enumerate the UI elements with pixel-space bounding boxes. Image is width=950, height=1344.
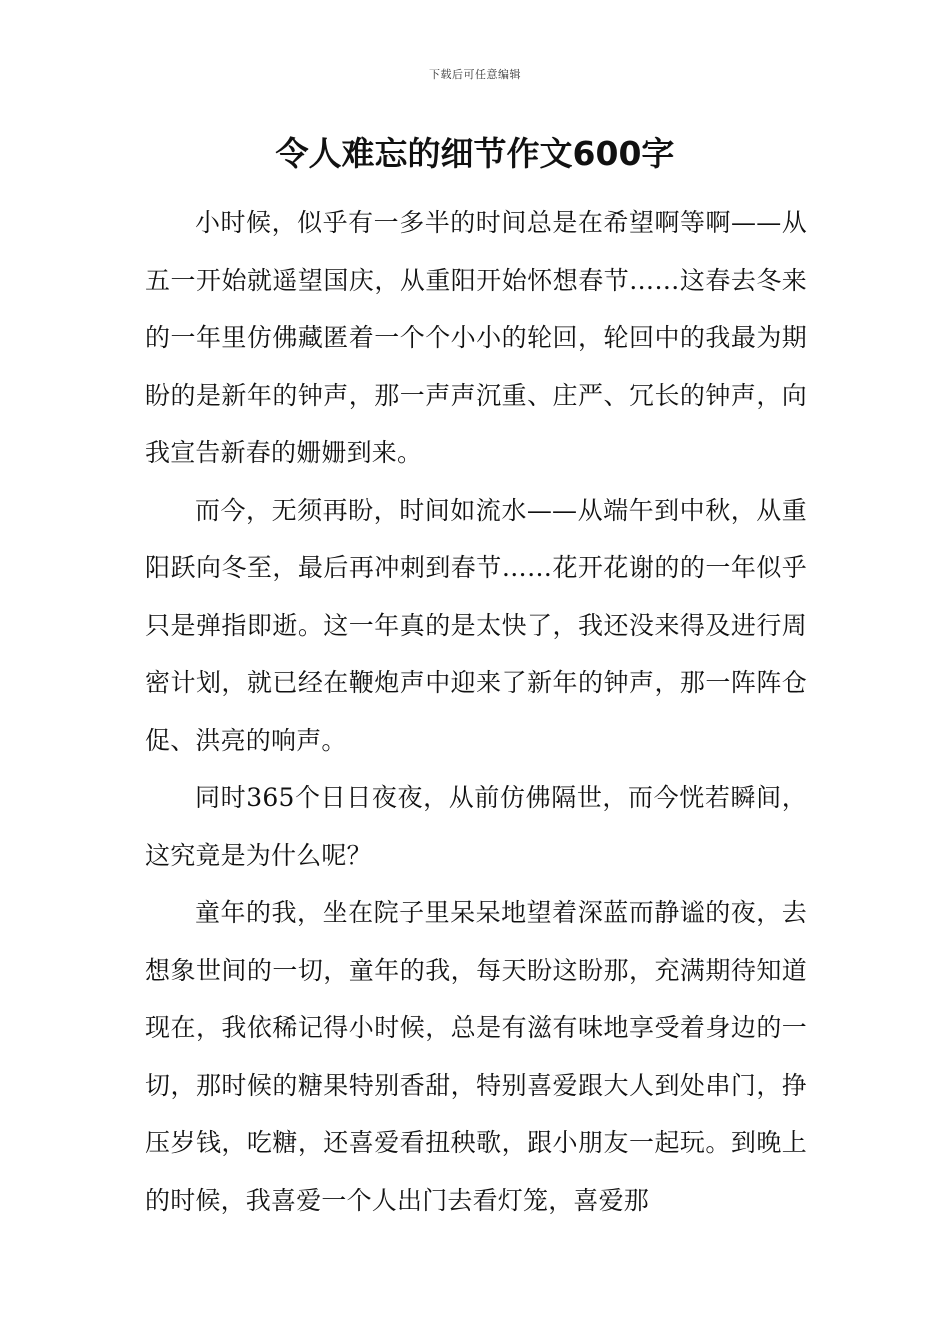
- header-note: 下载后可任意编辑: [429, 68, 521, 81]
- essay-body: [145, 194, 807, 1229]
- paragraph: 小时候，似乎有一多半的时间总是在希望啊等啊——从五一开始就遥望国庆，从重阳开始怀想春节……这春去冬来的一年里仿佛藏匿着一个个小小的轮回，轮回中的我最为期盼的是新年的钟声，那一声声沉重、庄严、冗长的钟声，向我宣告新春的姗姗到来。: [145, 208, 807, 467]
- paragraph: 同时365个日日夜夜，从前仿佛隔世，而今恍若瞬间，这究竟是为什么呢？: [145, 783, 807, 870]
- document-title: 令人难忘的细节作文600字: [275, 134, 675, 173]
- paragraph: 而今，无须再盼，时间如流水——从端午到中秋，从重阳跃向冬至，最后再冲刺到春节……花开花谢的的一年似乎只是弹指即逝。这一年真的是太快了，我还没来得及进行周密计划，就已经在鞭炮声中迎来了新年的钟声，那一阵阵仓促、洪亮的响声。: [145, 495, 807, 755]
- paragraph: 童年的我，坐在院子里呆呆地望着深蓝而静谧的夜，去想象世间的一切，童年的我，每天盼这盼那，充满期待知道现在，我依稀记得小时候，总是有滋有味地享受着身边的一切，那时候的糖果特别香甜，特别喜爱跟大人到处串门，挣压岁钱，吃糖，还喜爱看扭秧歌，跟小朋友一起玩。到晚上的时候，我喜爱一个人出门去看灯笼，喜爱那: [145, 898, 807, 1215]
